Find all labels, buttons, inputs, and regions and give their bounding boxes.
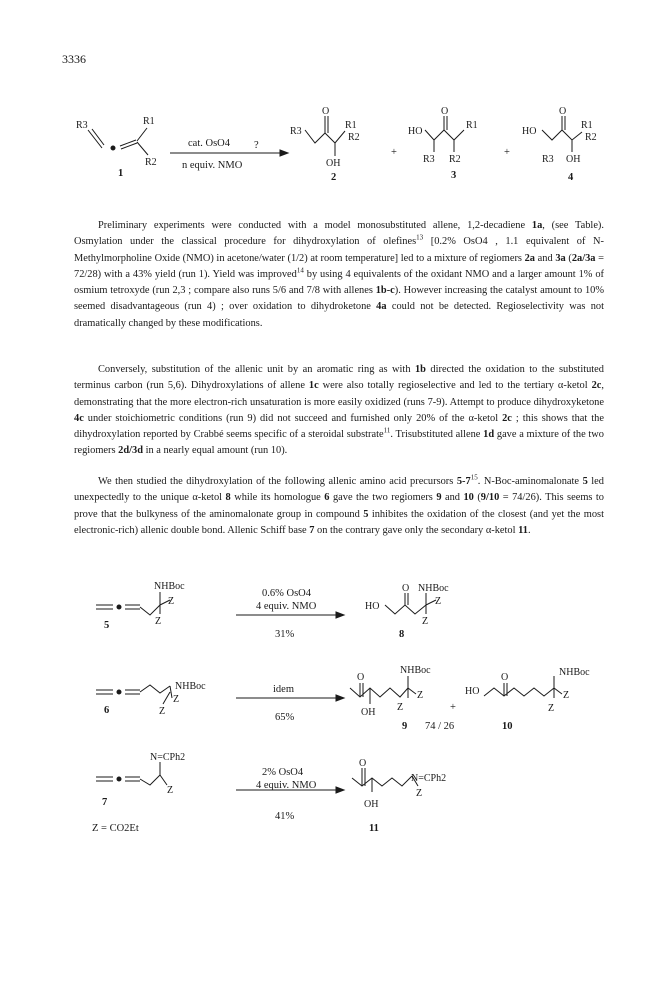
label-z: Z	[548, 703, 555, 714]
label-z: Z	[416, 788, 423, 799]
compound-6-structure	[96, 685, 172, 704]
text-run: inhibites the oxidation of the closest (and yet the most electronic-rich) allenic double bond. Allenic Schiff base	[74, 508, 604, 536]
label-o: O	[402, 583, 410, 594]
compound-ref: 1d	[483, 429, 495, 441]
z-definition-footnote: Z = CO2Et	[92, 823, 139, 834]
compound-number-10: 10	[502, 721, 513, 732]
label-nhboc: NHBoc	[559, 667, 590, 678]
compound-ref: 1a	[531, 220, 543, 231]
text-run: ; this shows that the dihydroxylation reported by Crabbé seems specific of a steroidal substrate	[74, 412, 604, 441]
compound-11-structure	[352, 768, 418, 792]
label-ho: HO	[408, 126, 423, 137]
compound-ref: 8	[225, 492, 231, 504]
label-nhboc: NHBoc	[175, 681, 206, 692]
compound-ref: 9	[436, 492, 442, 504]
label-r1: R1	[581, 120, 593, 131]
compound-number-5: 5	[104, 620, 110, 631]
label-o: O	[559, 106, 567, 117]
label-r3: R3	[290, 126, 302, 137]
label-r3: R3	[76, 120, 88, 131]
compound-number-4: 4	[568, 172, 574, 183]
text-run: led unexpectedly to the unique α-ketol	[74, 476, 604, 504]
conditions-7-bottom: 4 equiv. NMO	[256, 780, 317, 791]
label-z: Z	[422, 616, 429, 627]
text-run: ). However increasing the catalyst amount to 10% seemed disadvantageous (run 4) ; over oxidation to dihydroketone	[74, 285, 604, 313]
page-number: 3336	[62, 52, 86, 66]
compound-ref: 10	[463, 492, 474, 504]
scheme-1-text	[76, 106, 597, 183]
compound-number-1: 1	[118, 168, 124, 179]
text-run: by using 4 equivalents of the oxidant NMO and a larger amount 1% of osmium tetroxyde (run 2,3 ; compare also runs 5/6 and 7/8 with allenes	[74, 268, 604, 297]
question-mark: ?	[254, 140, 259, 151]
yield-7: 41%	[275, 811, 295, 822]
compound-10-structure	[484, 676, 562, 698]
label-ho: HO	[365, 601, 380, 612]
compound-ref: 1c	[308, 380, 319, 392]
conditions-bottom: n equiv. NMO	[182, 160, 243, 171]
text-run: in a nearly equal amount (run 10).	[143, 445, 288, 457]
label-z: Z	[435, 596, 442, 607]
compound-ref: 7	[309, 524, 315, 536]
compound-ref: 4a	[376, 301, 387, 313]
label-z: Z	[168, 596, 175, 607]
compound-ref: 5	[363, 508, 369, 520]
text-run: on the contrary gave only the secondary α-ketol	[314, 524, 519, 536]
text-run: . N-Boc-aminomalonate	[477, 476, 583, 487]
compound-ref: 5-7	[456, 476, 471, 487]
text-run: while its homologue	[230, 492, 325, 504]
compound-8-structure	[385, 593, 436, 614]
compound-ref: 3a	[555, 252, 566, 264]
label-r2: R2	[145, 157, 157, 168]
label-ho: HO	[522, 126, 537, 137]
text-run: gave the two regiomers	[329, 492, 437, 504]
label-nhboc: NHBoc	[154, 581, 185, 592]
yield-5: 31%	[275, 629, 295, 640]
label-r3: R3	[542, 154, 554, 165]
label-o: O	[501, 672, 509, 683]
label-o: O	[441, 106, 449, 117]
text-run: (	[565, 252, 572, 264]
text-run: . Trisubstituted allene	[390, 429, 484, 441]
label-z: Z	[417, 690, 424, 701]
conditions-5-top: 0.6% OsO4	[262, 588, 311, 599]
paragraph-2	[74, 362, 604, 460]
compound-ref: 2c	[502, 412, 512, 424]
label-r2: R2	[449, 154, 461, 165]
label-r3: R3	[423, 154, 435, 165]
compound-ref: 1b-c	[375, 285, 395, 297]
label-oh: OH	[364, 799, 379, 810]
compound-3-structure	[425, 116, 464, 152]
compound-number-2: 2	[331, 172, 337, 183]
label-nhboc: NHBoc	[400, 665, 431, 676]
compound-ref: 11	[518, 524, 528, 536]
label-o: O	[359, 758, 367, 769]
text-run: = 74/26). This seems to prove that the bulkyness of the aminomalonate group in compound	[74, 492, 605, 520]
label-z: Z	[173, 694, 180, 705]
text-run: , demonstrating that the more electron-rich unsaturation is more easily oxidized (runs 7-9). Attempt to produce dihydroxyketone	[74, 380, 604, 408]
label-z: Z	[167, 785, 174, 796]
compound-7-structure	[96, 762, 167, 785]
text-run: were also totally regioselective and led to the tertiary α-ketol	[318, 380, 592, 392]
plus-sign: +	[391, 147, 397, 158]
label-z: Z	[159, 706, 166, 717]
conditions-6-top: idem	[273, 684, 294, 695]
reference-superscript: 14	[296, 266, 304, 275]
label-z: Z	[397, 702, 404, 713]
compound-ref: 2d/3d	[118, 445, 143, 457]
label-oh: OH	[566, 154, 581, 165]
plus-sign: +	[504, 147, 510, 158]
compound-ref: 2c	[591, 380, 602, 392]
label-oh: OH	[361, 707, 376, 718]
label-imine: N=CPh2	[411, 773, 447, 784]
paragraph-3	[74, 474, 604, 539]
label-imine: N=CPh2	[150, 752, 186, 763]
label-nhboc: NHBoc	[418, 583, 449, 594]
compound-number-9: 9	[402, 721, 408, 732]
label-z: Z	[563, 690, 570, 701]
compound-ref: 6	[324, 492, 330, 504]
text-run: Preliminary experiments were conducted with a model monosubstituted allene, 1,2-decadiene	[98, 220, 532, 231]
conditions-7-top: 2% OsO4	[262, 767, 304, 778]
text-run: We then studied the dihydroxylation of the following allenic amino acid precursors	[98, 476, 457, 487]
label-r1: R1	[345, 120, 357, 131]
compound-ref: 4c	[74, 412, 84, 424]
label-ho: HO	[465, 686, 480, 697]
compound-1-structure	[88, 128, 148, 155]
label-z: Z	[155, 616, 162, 627]
compound-number-11: 11	[369, 823, 379, 834]
conditions-5-bottom: 4 equiv. NMO	[256, 601, 317, 612]
label-r1: R1	[466, 120, 478, 131]
text-run: [0.2% OsO4 , 1.1 equivalent of N-Methylmorpholine Oxide (NMO) in acetone/water (1/2) at room temperature] led to a mixture of regiomers	[74, 236, 604, 264]
conditions-top: cat. OsO4	[188, 138, 230, 149]
text-run: and	[535, 252, 556, 264]
label-oh: OH	[326, 158, 341, 169]
compound-ref: 2a/3a	[571, 252, 596, 264]
compound-number-7: 7	[102, 797, 108, 808]
compound-ref: 1b	[414, 364, 426, 375]
text-run: , (see Table). Osmylation under the classical procedure for dihydroxylation of olefines	[74, 220, 604, 248]
label-o: O	[357, 672, 365, 683]
label-o: O	[322, 106, 330, 117]
reference-superscript: 15	[470, 473, 478, 482]
compound-number-8: 8	[399, 629, 405, 640]
text-run: and	[441, 492, 464, 504]
reference-superscript: 11	[383, 426, 391, 435]
plus-sign: +	[450, 702, 456, 713]
text-run: = 72/28) with a 43% yield (run 1). Yield was improved	[74, 252, 605, 280]
compound-5-structure	[96, 592, 170, 615]
compound-ref: 9/10	[480, 492, 500, 504]
compound-number-6: 6	[104, 705, 110, 716]
text-run: .	[527, 524, 531, 536]
text-run: could not be detected. Regioselectivity was not dramatically changed by these modifications.	[74, 301, 604, 329]
compound-2-structure	[305, 116, 345, 156]
product-ratio: 74 / 26	[425, 721, 455, 732]
label-r2: R2	[585, 132, 597, 143]
text-run: under stoichiometric conditions (run 9) did not succeed and furnished only 20% of the α-ketol	[83, 412, 503, 424]
paragraph-1	[74, 218, 604, 332]
compound-number-3: 3	[451, 170, 457, 181]
yield-6: 65%	[275, 712, 295, 723]
reference-superscript: 13	[416, 233, 424, 242]
text-run: Conversely, substitution of the allenic unit by an aromatic ring as with	[98, 364, 415, 375]
text-run: gave a mixture of the two regiomers	[74, 429, 604, 457]
compound-4-structure	[542, 116, 582, 152]
label-r1: R1	[143, 116, 155, 127]
scheme-2-text	[92, 581, 590, 834]
compound-ref: 2a	[524, 252, 535, 264]
compound-ref: 5	[582, 476, 588, 487]
text-run: directed the oxidation to the substituted terminus carbon (run 5,6). Dihydroxylations of allene	[74, 364, 604, 392]
label-r2: R2	[348, 132, 360, 143]
text-run: (	[473, 492, 481, 504]
